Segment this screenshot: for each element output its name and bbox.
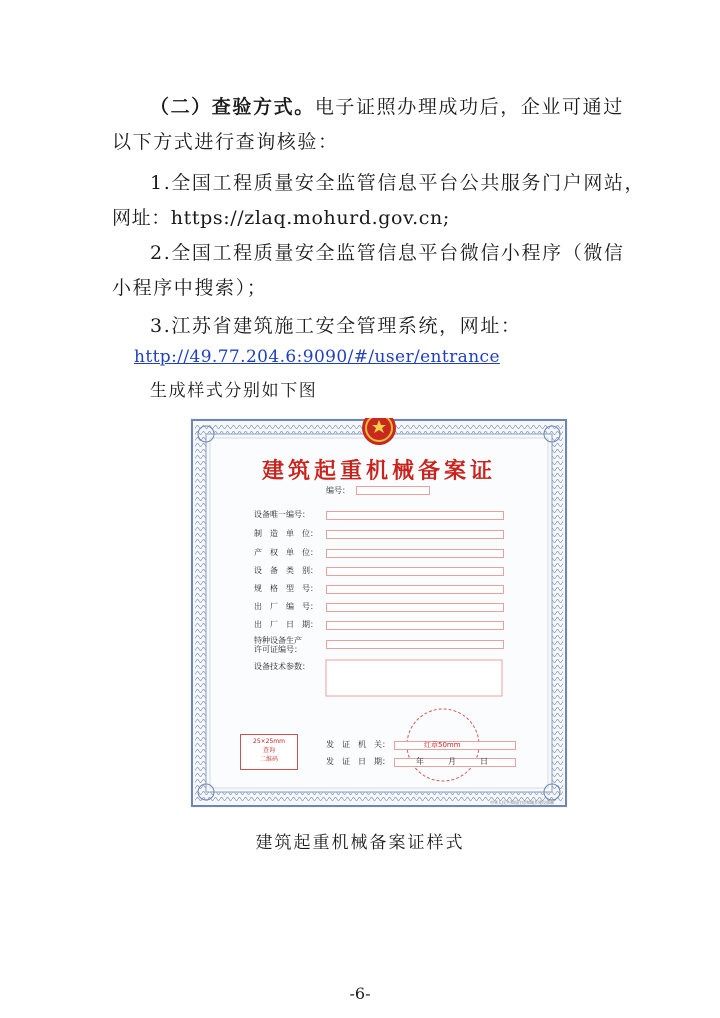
entrance-link[interactable]: http://49.77.204.6:9090/#/user/entrance <box>134 347 500 367</box>
date-month: 月 <box>448 757 456 766</box>
certificate-image <box>190 418 568 808</box>
list-item-1: 1.全国工程质量安全监管信息平台公共服务门户网站， <box>150 172 646 194</box>
field-box <box>326 603 504 612</box>
permit-label-1: 特种设备生产 <box>254 636 302 645</box>
field-box <box>326 585 504 594</box>
field-box <box>326 621 504 630</box>
list-item-3: 3.江苏省建筑施工安全管理系统，网址： <box>150 315 522 337</box>
field-label: 设 备 类 别： <box>254 566 318 575</box>
date-day: 日 <box>480 757 488 766</box>
qr-placeholder <box>240 734 298 770</box>
list-item-1-url: 网址：https://zlaq.mohurd.gov.cn; <box>112 207 450 229</box>
number-label: 编号： <box>326 486 350 495</box>
field-label: 产 权 单 位： <box>254 548 318 557</box>
tech-params-box <box>326 660 502 696</box>
field-label: 设备唯一编号： <box>254 510 310 519</box>
permit-field <box>326 640 504 649</box>
field-label: 出 厂 日 期： <box>254 620 318 629</box>
field-box <box>326 567 504 576</box>
number-field <box>356 486 430 495</box>
field-box <box>326 530 504 539</box>
seal-text: 红章50mm <box>424 741 461 749</box>
certificate-footer: 中华人民共和国住房和城乡建设部制 <box>490 800 554 805</box>
field-label: 出 厂 编 号： <box>254 602 318 611</box>
tech-params-label: 设备技术参数： <box>254 662 310 671</box>
page-number: -6- <box>349 984 371 1003</box>
figure-caption: 建筑起重机械备案证样式 <box>255 833 465 853</box>
issuer-label: 发 证 机 关： <box>326 740 390 749</box>
paragraph-line: 以下方式进行查询核验： <box>112 131 339 153</box>
field-label: 规 格 型 号： <box>254 584 318 593</box>
field-label: 制 造 单 位： <box>254 529 318 538</box>
list-item-2-cont: 小程序中搜索）； <box>112 277 268 299</box>
section-heading: （二）查验方式。 <box>150 96 315 118</box>
certificate-title: 建筑起重机械备案证 <box>261 459 496 484</box>
issue-date-label: 发 证 日 期： <box>326 757 390 766</box>
date-year: 年 <box>416 757 424 766</box>
field-box <box>326 511 504 520</box>
qr-query-text: 查询 <box>262 747 275 754</box>
sample-intro: 生成样式分别如下图 <box>150 381 318 401</box>
field-box <box>326 549 504 558</box>
list-item-2: 2.全国工程质量安全监管信息平台微信小程序（微信 <box>150 242 625 264</box>
qr-code-text: 二维码 <box>259 756 278 763</box>
qr-size-text: 25×25mm <box>253 738 285 745</box>
paragraph-heading-line <box>150 94 624 120</box>
paragraph-text: 电子证照办理成功后，企业可通过 <box>314 96 624 118</box>
permit-label-2: 许可证编号： <box>254 645 302 654</box>
